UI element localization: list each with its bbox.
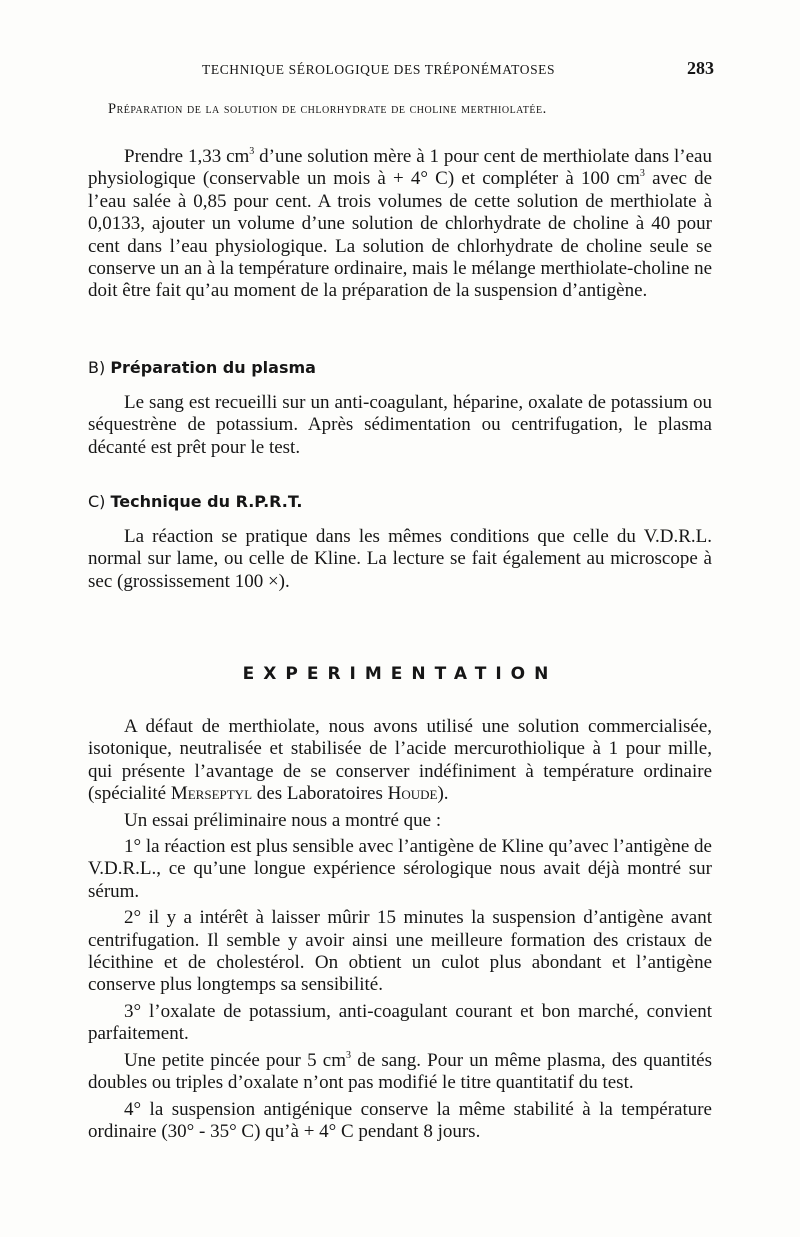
section-letter: C) (88, 492, 106, 511)
text-run: avec de l’eau salée à 0,85 pour cent. A trois volumes de cette solution de merthiolate à 0,0133, ajouter un volume d’une solution de chlorhydrate de choline à 40 pour cent dans l’eau physiologique. La solution de chlorhydrate de choline seule se conserve un an à la température ordinaire, mais le mélange merthiolate-choline ne doit être fait qu’au moment de la préparation de la suspension d’antigène. (88, 168, 712, 302)
paragraph (88, 146, 712, 303)
superscript: 3 (249, 146, 255, 157)
paragraph (88, 1050, 712, 1095)
text-run: des Laboratoires (252, 783, 388, 805)
prep-solution-paragraph (88, 146, 712, 303)
page-number: 283 (687, 58, 714, 78)
text-run: Une petite pincée pour 5 cm (124, 1049, 347, 1071)
paragraph: La réaction se pratique dans les mêmes conditions que celle du V.D.R.L. normal sur lame, ou celle de Kline. La lecture se fait également au microscope à sec (grossissement 100 ×). (88, 526, 712, 592)
text-run: d’une solution mère à 1 pour cent de merthiolate dans l’eau physiologique (conservable un mois à + 4° C) et compléter à 100 cm (88, 146, 712, 190)
experimentation-title: EXPERIMENTATION (242, 664, 558, 684)
superscript: 3 (346, 1049, 352, 1061)
paragraph (88, 716, 712, 806)
paragraph: Le sang est recueilli sur un anti-coagulant, héparine, oxalate de potassium ou séquestrène de potassium. Après sédimentation ou centrifugation, le plasma décanté est prêt pour le test. (88, 392, 712, 458)
section-title: Technique du R.P.R.T. (110, 492, 303, 511)
section-c-text (88, 526, 712, 593)
list-item: 2° il y a intérêt à laisser mûrir 15 minutes la suspension d’antigène avant centrifugation. Il semble y avoir ainsi une meilleure formation des cristaux de lécithine et de cholestérol. On obtient un culot plus abondant et l’antigène conserve plus longtemps sa sensibilité. (88, 907, 712, 996)
section-letter: B) (88, 358, 106, 377)
superscript: 3 (639, 168, 645, 180)
list-item: 3° l’oxalate de potassium, anti-coagulant courant et bon marché, convient parfaitement. (88, 1000, 712, 1045)
text-run: ). (437, 783, 449, 805)
text-run: A défaut de merthiolate, nous avons utilisé une solution commercialisée, isotonique, neutralisée et stabilisée de l’acide mercurothiolique à 1 pour mille, qui présente l’avantage de se conserver indéfiniment à température ordinaire (spécialité (88, 716, 712, 805)
page-header (88, 58, 714, 82)
section-c-heading (88, 492, 302, 511)
list-item: 1° la réaction est plus sensible avec l’antigène de Kline qu’avec l’antigène de V.D.R.L., ce qu’une longue expérience sérologique nous avait déjà montré sur sérum. (88, 836, 712, 902)
subsection-heading: Préparation de la solution de chlorhydrate de choline merthiolatée. (108, 101, 547, 117)
section-b-heading (88, 358, 316, 377)
section-title: Préparation du plasma (110, 358, 316, 377)
section-b-text (88, 392, 712, 459)
list-item: 4° la suspension antigénique conserve la même stabilité à la température ordinaire (30° - 35° C) qu’à + 4° C pendant 8 jours. (88, 1098, 712, 1142)
paragraph: Un essai préliminaire nous a montré que : (124, 809, 442, 831)
lab-name: Houde (387, 783, 438, 805)
experimentation-text (88, 716, 712, 1143)
brand-name: Merseptyl (170, 783, 253, 805)
text-run: de sang. Pour un même plasma, des quantités doubles ou triples d’oxalate n’ont pas modifié le titre quantitatif du test. (88, 1049, 712, 1094)
text-run: Prendre 1,33 cm (124, 146, 250, 167)
running-title: TECHNIQUE SÉROLOGIQUE DES TRÉPONÉMATOSES (202, 62, 556, 77)
